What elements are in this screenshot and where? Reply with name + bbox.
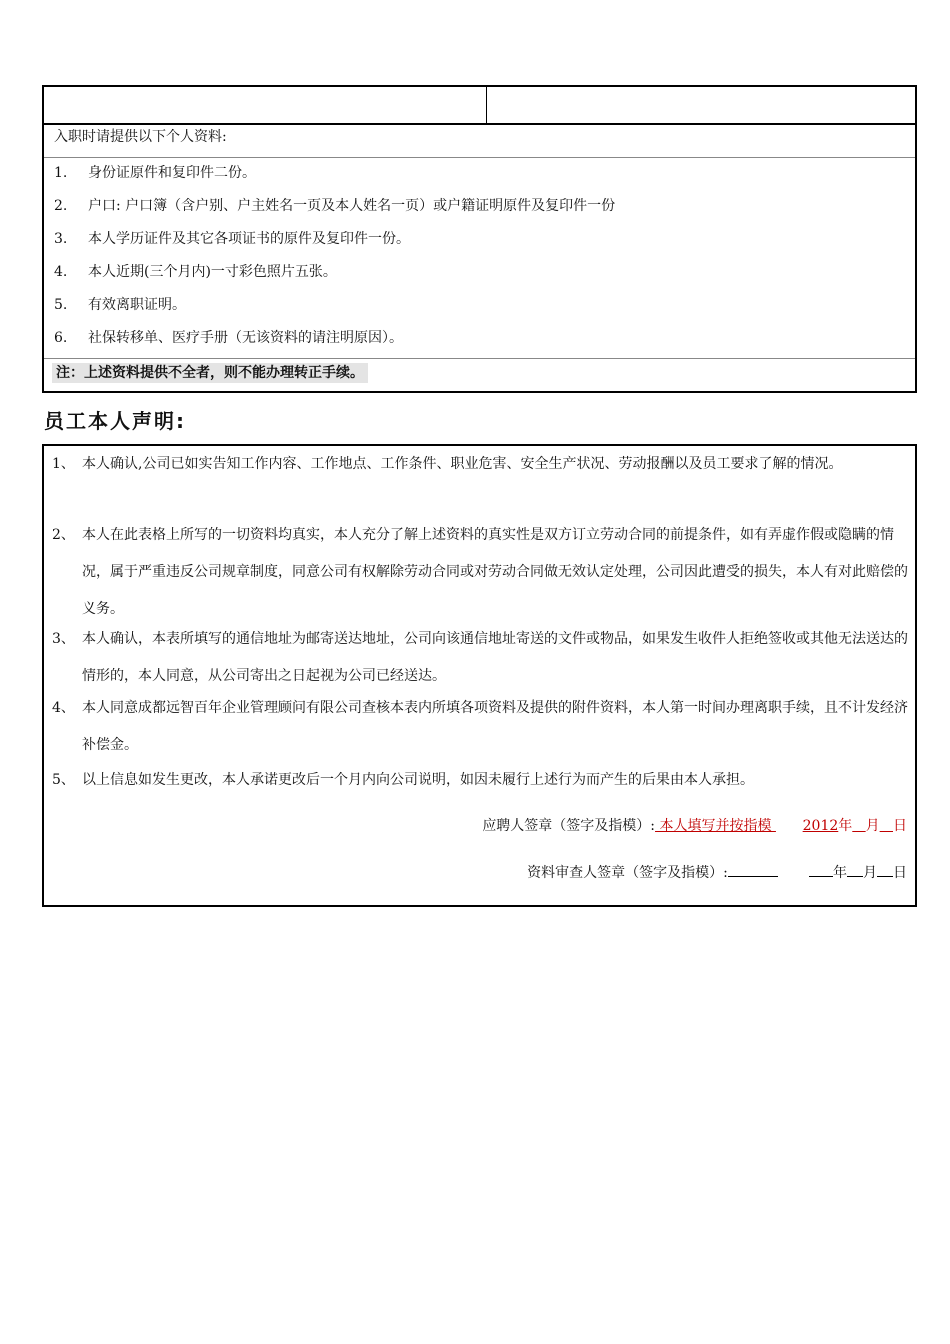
- item-number: 5.: [54, 297, 68, 313]
- item-number: 1、: [52, 456, 75, 472]
- declaration-item: [52, 690, 912, 764]
- documents-note: 注：上述资料提供不全者，则不能办理转正手续。: [52, 363, 368, 383]
- item-text: 社保转移单、医疗手册（无该资料的请注明原因）。: [88, 330, 403, 346]
- applicant-date-year[interactable]: 2012: [802, 818, 839, 834]
- list-item: [54, 262, 337, 282]
- month-unit: 月: [863, 865, 877, 881]
- applicant-signature-value[interactable]: 本人填写并按指模: [655, 818, 776, 834]
- list-item: [54, 196, 615, 216]
- day-unit: 日: [893, 865, 907, 881]
- item-text: 本人在此表格上所写的一切资料均真实，本人充分了解上述资料的真实性是双方订立劳动合同的前提条件，如有弄虚作假或隐瞒的情况，属于严重违反公司规章制度，同意公司有权解除劳动合同或对劳动合同做无效认定处理，公司因此遭受的损失，本人有对此赔偿的义务。: [82, 527, 908, 617]
- reviewer-signature-field[interactable]: [728, 862, 778, 877]
- item-text: 本人学历证件及其它各项证书的原件及复印件一份。: [88, 231, 410, 247]
- reviewer-date-year[interactable]: [809, 862, 833, 877]
- divider: [44, 358, 915, 359]
- declaration-item: [52, 621, 912, 695]
- divider: [44, 157, 915, 158]
- item-number: 6.: [54, 330, 68, 346]
- item-text: 本人同意成都远智百年企业管理顾问有限公司查核本表内所填各项资料及提供的附件资料，本人第一时间办理离职手续，且不计发经济补偿金。: [82, 700, 908, 753]
- applicant-signature-line: [482, 816, 907, 836]
- cell-divider: [486, 87, 487, 123]
- item-number: 4.: [54, 264, 68, 280]
- item-text: 户口: 户口簿（含户别、户主姓名一页及本人姓名一页）或户籍证明原件及复印件一份: [88, 198, 616, 214]
- list-item: [54, 295, 186, 315]
- item-number: 1.: [54, 165, 68, 181]
- applicant-date-month[interactable]: [852, 818, 865, 834]
- item-number: 4、: [52, 700, 75, 716]
- table-row-empty: [44, 87, 915, 125]
- item-number: 2、: [52, 527, 75, 543]
- reviewer-date-month[interactable]: [847, 862, 863, 877]
- documents-table: [42, 85, 917, 393]
- documents-intro: 入职时请提供以下个人资料:: [54, 129, 227, 145]
- item-text: 本人确认，本表所填写的通信地址为邮寄送达地址，公司向该通信地址寄送的文件或物品，如果发生收件人拒绝签收或其他无法送达的情形的，本人同意，从公司寄出之日起视为公司已经送达。: [82, 631, 908, 684]
- list-item: [54, 229, 410, 249]
- item-text: 本人确认,公司已如实告知工作内容、工作地点、工作条件、职业危害、安全生产状况、劳动报酬以及员工要求了解的情况。: [82, 456, 843, 472]
- declaration-item: [52, 517, 912, 628]
- item-number: 3、: [52, 631, 75, 647]
- declaration-heading: 员工本人声明:: [44, 409, 186, 433]
- item-text: 本人近期(三个月内)一寸彩色照片五张。: [88, 264, 337, 280]
- applicant-date-day[interactable]: [880, 818, 893, 834]
- year-unit: 年: [833, 865, 847, 881]
- reviewer-signature-label: 资料审查人签章（签字及指模）:: [527, 865, 728, 881]
- list-item: [54, 163, 256, 183]
- item-number: 2.: [54, 198, 68, 214]
- declaration-item: [52, 762, 912, 799]
- item-text: 身份证原件和复印件二份。: [88, 165, 256, 181]
- declaration-box: [42, 444, 917, 907]
- year-unit: 年: [838, 818, 853, 834]
- list-item: [54, 328, 403, 348]
- item-text: 以上信息如发生更改，本人承诺更改后一个月内向公司说明，如因未履行上述行为而产生的后果由本人承担。: [82, 772, 754, 788]
- reviewer-signature-line: [527, 862, 907, 883]
- month-unit: 月: [865, 818, 880, 834]
- item-number: 5、: [52, 772, 75, 788]
- item-text: 有效离职证明。: [88, 297, 186, 313]
- item-number: 3.: [54, 231, 68, 247]
- day-unit: 日: [893, 818, 907, 834]
- reviewer-date-day[interactable]: [877, 862, 893, 877]
- applicant-signature-label: 应聘人签章（签字及指模）:: [482, 818, 656, 834]
- declaration-item: [52, 446, 912, 483]
